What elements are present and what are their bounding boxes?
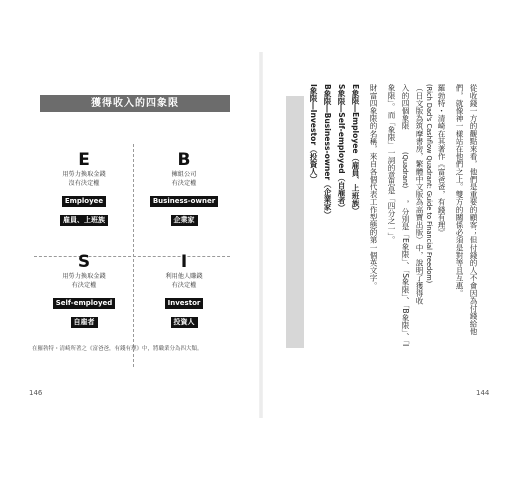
- margin-tab: [286, 96, 304, 348]
- quadrant-desc-1: 用勞力換取金錢: [62, 273, 106, 280]
- quadrant-i: [136, 250, 232, 342]
- quadrant-letter: I: [180, 252, 188, 272]
- quadrant-desc-2: 有決定權: [71, 282, 97, 289]
- quadrant-badge-zh: 雇員、上班族: [60, 215, 108, 226]
- quadrant-badge-zh: 企業家: [171, 215, 198, 226]
- quadrant-badge-zh: 自雇者: [71, 317, 98, 328]
- text-column: 從收錢一方的觀點來看，他們是重要的顧客；但付錢的人不會因為付錢給他: [469, 84, 478, 335]
- quadrant-badge-en: Self-employed: [53, 298, 116, 309]
- text-column: 象限」。而「象限」一詞的意思是「四分之一」。: [387, 84, 396, 244]
- quadrant-list-item-i: I象限―Investor（投資人）: [309, 84, 318, 184]
- text-column: （日文版為筑摩書房，繁體中文版為高寶出版）中，說明了獲得收: [415, 84, 424, 305]
- quadrant-list-item-s: S象限―Self-employed（自雇者）: [337, 84, 346, 212]
- quadrant-badge-en: Employee: [62, 196, 106, 207]
- quadrant-desc-1: 擁組公司: [171, 171, 197, 178]
- text-column: ，分別是「E象限」、「S象限」、「B象限」、「I: [401, 200, 410, 347]
- quadrant-s: [36, 250, 132, 342]
- right-page: [264, 52, 508, 418]
- quadrant-letter: S: [77, 252, 91, 272]
- quadrant-letter: E: [78, 150, 90, 170]
- quadrant-desc-2: 有決定權: [171, 282, 197, 289]
- quadrant-desc-2: 有決定權: [171, 180, 197, 187]
- quadrant-list-item-e: E象限―Employee（雇員、上班族）: [351, 84, 360, 215]
- left-page: [12, 52, 258, 418]
- quadrant-badge-en: Business-owner: [150, 196, 218, 207]
- quadrant-desc-1: 用勞力換取金錢: [62, 171, 106, 178]
- figure-caption: 在羅勃特・清崎所著之《富爸爸，有錢有理》中，將職業分為四大類。: [32, 346, 203, 352]
- page-number-left: 146: [29, 389, 43, 397]
- page-number-right: 144: [476, 389, 490, 397]
- text-column-annotation: (Quadrant): [401, 152, 409, 189]
- quadrant-badge-zh: 投資人: [171, 317, 198, 328]
- quadrant-e: [36, 148, 132, 240]
- figure-title: 獲得收入的四象限: [40, 95, 230, 112]
- quadrant-desc-1: 利用他人賺錢: [165, 273, 203, 280]
- text-column: 羅勃特・清崎在其著作《富爸爸，有錢有理》: [437, 84, 446, 236]
- quadrant-b: [136, 148, 232, 240]
- quadrant-badge-en: Investor: [165, 298, 204, 309]
- quadrant-list-item-b: B象限―Business-owner（企業家）: [323, 84, 332, 219]
- text-column: 們，就像神一樣站在他們之上。雙方的關係必須是對等且互惠。: [455, 84, 464, 297]
- text-column: 入的四個象限: [401, 84, 410, 130]
- book-gutter: [259, 52, 263, 418]
- quadrant-desc-2: 沒有決定權: [68, 180, 100, 187]
- text-column: 財富四象限的名稱，來自各個代表工作型態的第一個英文字。: [369, 84, 378, 290]
- quadrant-letter: B: [177, 150, 191, 170]
- text-column-annotation: (Rich Dad's Cashflow Quadrant: Guide to Financial Freedom): [425, 84, 433, 284]
